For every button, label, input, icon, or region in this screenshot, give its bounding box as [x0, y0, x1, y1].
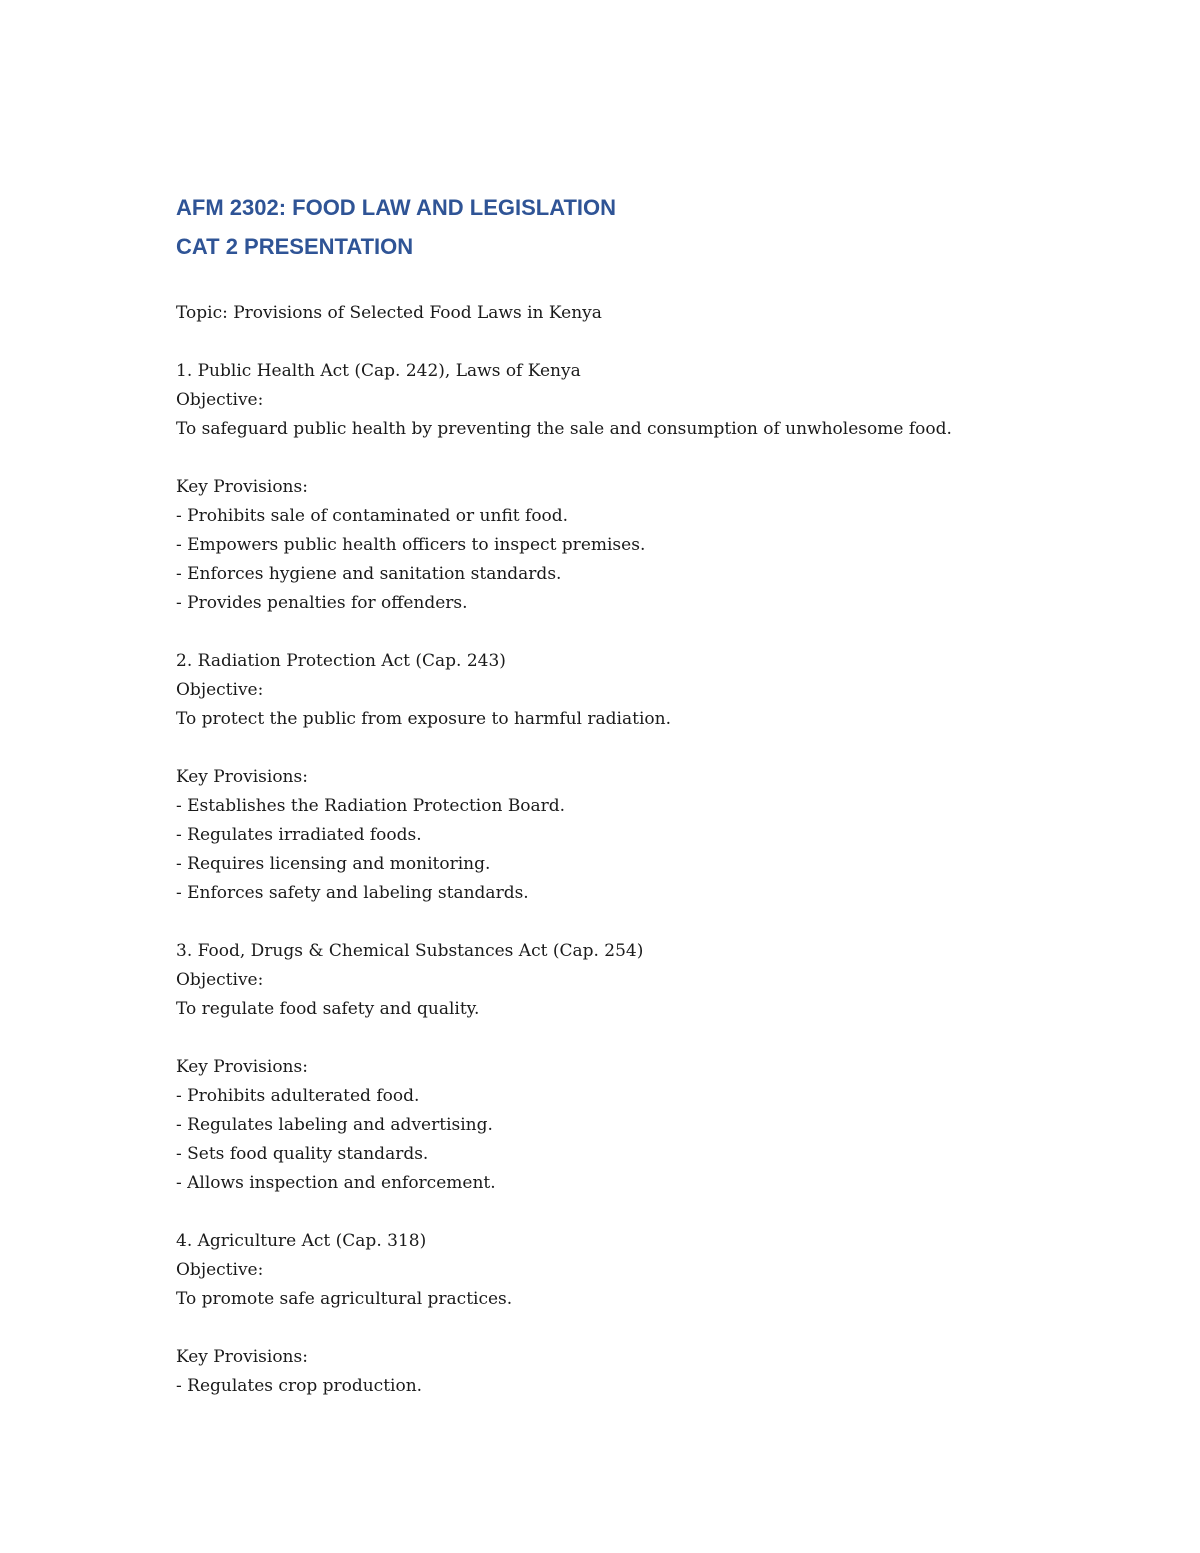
- law-section-food-drugs-chemical-act: [176, 937, 1076, 1198]
- section-heading: 2. Radiation Protection Act (Cap. 243): [176, 651, 506, 671]
- section-heading: 1. Public Health Act (Cap. 242), Laws of Kenya: [176, 361, 581, 381]
- presentation-subtitle: CAT 2 PRESENTATION: [176, 234, 414, 259]
- provisions-list: [176, 502, 1076, 618]
- spacer: [176, 618, 1076, 647]
- topic-line: Topic: Provisions of Selected Food Laws in Kenya: [176, 303, 602, 323]
- spacer: [176, 1198, 1076, 1227]
- provision-item: - Empowers public health officers to inspect premises.: [176, 535, 646, 555]
- provision-item: - Prohibits adulterated food.: [176, 1086, 420, 1106]
- provision-item: - Allows inspection and enforcement.: [176, 1173, 496, 1193]
- course-title: AFM 2302: FOOD LAW AND LEGISLATION: [176, 195, 617, 220]
- provisions-list: [176, 1082, 1076, 1198]
- spacer: [176, 1314, 1076, 1343]
- spacer: [176, 328, 1076, 357]
- spacer: [176, 1024, 1076, 1053]
- law-section-public-health-act: [176, 357, 1076, 618]
- law-section-agriculture-act: [176, 1227, 1076, 1401]
- provisions-label: Key Provisions:: [176, 477, 308, 497]
- provisions-label: Key Provisions:: [176, 1347, 308, 1367]
- objective-text: To protect the public from exposure to harmful radiation.: [176, 709, 671, 729]
- provisions-list: [176, 792, 1076, 908]
- objective-label: Objective:: [176, 970, 264, 990]
- provision-item: - Prohibits sale of contaminated or unfit food.: [176, 506, 569, 526]
- objective-label: Objective:: [176, 390, 264, 410]
- provision-item: - Regulates crop production.: [176, 1376, 423, 1396]
- spacer: [176, 908, 1076, 937]
- provisions-list: [176, 1372, 1076, 1401]
- provision-item: - Sets food quality standards.: [176, 1144, 429, 1164]
- provision-item: - Establishes the Radiation Protection Board.: [176, 796, 566, 816]
- objective-label: Objective:: [176, 680, 264, 700]
- provisions-label: Key Provisions:: [176, 767, 308, 787]
- spacer: [176, 444, 1076, 473]
- provisions-label: Key Provisions:: [176, 1057, 308, 1077]
- spacer: [176, 266, 1076, 299]
- objective-text: To promote safe agricultural practices.: [176, 1289, 513, 1309]
- law-section-radiation-protection-act: [176, 647, 1076, 908]
- document-content: [176, 188, 1076, 1401]
- provision-item: - Enforces safety and labeling standards.: [176, 883, 529, 903]
- provision-item: - Requires licensing and monitoring.: [176, 854, 491, 874]
- objective-text: To regulate food safety and quality.: [176, 999, 480, 1019]
- section-heading: 4. Agriculture Act (Cap. 318): [176, 1231, 427, 1251]
- spacer: [176, 734, 1076, 763]
- objective-text: To safeguard public health by preventing the sale and consumption of unwholesome food.: [176, 419, 952, 439]
- provision-item: - Provides penalties for offenders.: [176, 593, 468, 613]
- objective-label: Objective:: [176, 1260, 264, 1280]
- section-heading: 3. Food, Drugs & Chemical Substances Act (Cap. 254): [176, 941, 644, 961]
- provision-item: - Regulates irradiated foods.: [176, 825, 422, 845]
- provision-item: - Enforces hygiene and sanitation standards.: [176, 564, 562, 584]
- provision-item: - Regulates labeling and advertising.: [176, 1115, 493, 1135]
